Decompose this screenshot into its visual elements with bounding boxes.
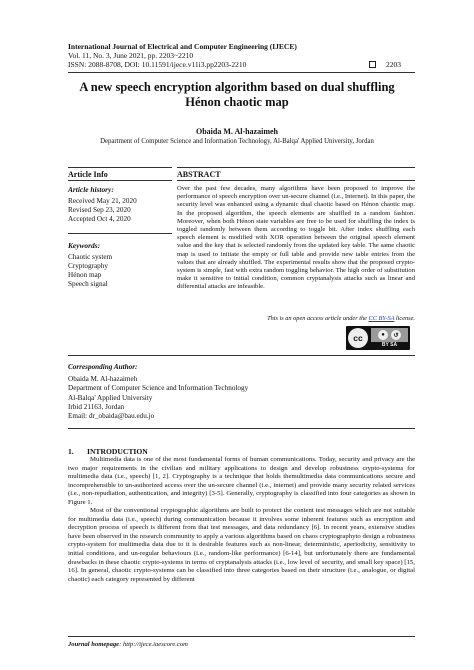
corr-name: Obaida M. Al-hazaimeh (68, 375, 138, 384)
corr-email: Email: dr_obaida@bau.edu.jo (68, 412, 155, 421)
corresponding-author (68, 363, 415, 421)
keywords-rule (68, 233, 172, 234)
header-rule (68, 72, 415, 73)
article-info-rule (68, 180, 172, 181)
title-line-1: A new speech encryption algorithm based on dual shuffling (79, 80, 395, 94)
corr-university: Al-Balqa' Applied University (68, 393, 153, 402)
open-access-text: This is an open access article under the (267, 315, 369, 322)
introduction-body (68, 456, 415, 584)
keyword-item: Chaotic system (68, 253, 113, 261)
homepage-label: Journal homepage (68, 641, 120, 648)
abstract-text: Over the past few decades, many algorithms have been proposed to improve the performance of speech encryption over un-secure channel (i.e., Internet). In this paper, the security level was enhanced using a dynamic dual chaotic based on Hénon chaotic map. In the proposed algorithm, the speech elements are shuffled in a random fashion. Moreover, when both Hénon state variables are free to be used for shuffling the index is toggled randomly between them according to toggle bit. After index shuffling each speech element is modified with XOR operation between the original speech element value and the key that is selected randomly from the updated key table. The same chaotic map is used to initiate the empty or full table and provide new table entries from the values that are already shuffled. The experimental results show that the proposed crypto-system is simple, fast with extra random toggling behavior. The high order of substitution make it sensitive to initial condition, common cryptanalysis attacks such as linear and differential attacks are infeasible. (177, 185, 415, 291)
keyword-item: Speech signal (68, 280, 108, 288)
abstract-rule (177, 180, 415, 181)
revised-date: Revised Sep 23, 2020 (68, 206, 131, 214)
author-name: Obaida M. Al-hazaimeh (195, 127, 278, 136)
page-number-area (369, 60, 401, 69)
page-number: 2203 (386, 60, 401, 69)
corresponding-rule (68, 428, 415, 429)
journal-homepage (68, 641, 188, 648)
footer-rule (68, 636, 415, 637)
paper-title (60, 80, 414, 110)
title-line-2: Hénon chaotic map (185, 95, 289, 109)
journal-header (68, 42, 418, 70)
creative-commons-badge[interactable] (346, 326, 410, 350)
person-icon: ● (378, 330, 388, 340)
keyword-item: Hénon map (68, 271, 102, 279)
author-affiliation: Department of Computer Science and Information Technology, Al-Balqa' Applied University, Jordan (100, 138, 374, 145)
issn-doi: ISSN: 2088-8708, DOI: 10.11591/ijece.v11i3.pp2203-2210 (68, 60, 247, 70)
license-icons (371, 328, 408, 342)
received-date: Received May 21, 2020 (68, 197, 137, 205)
square-icon (369, 61, 376, 68)
keywords-label: Keywords: (68, 241, 101, 250)
paragraph: Multimedia data is one of the most fundamental forms of human communications. Today, security and privacy are the two major requirements in the civilian and military applications to design and develop robustness crypto-systems for multimedia data (i.e., speech) [1, 2]. Cryptography is a technique that holds themultimedia data communications secure and incomprehensible to un-authorized access over the un-secure channel (i.e., internet) and provide many security related services (i.e., non-repudiation, authentication, and integrity) [3-5]. Generally, cryptography is classified into four categories as shown in Figure 1. (68, 456, 415, 506)
license-link[interactable]: CC BY-SA (368, 315, 395, 322)
article-history (68, 185, 172, 224)
license-suffix: license. (394, 315, 415, 322)
corresponding-label: Corresponding Author: (68, 363, 138, 371)
homepage-url[interactable]: : http://ijece.iaescore.com (119, 641, 188, 648)
keyword-item: Cryptography (68, 262, 108, 270)
article-info-top-rule (68, 167, 172, 168)
corr-address: Irbid 21163, Jordan (68, 402, 125, 411)
open-access-note (177, 315, 415, 322)
volume-info: Vol. 11, No. 3, June 2021, pp. 2203~2210 (68, 51, 194, 61)
history-label: Article history: (68, 185, 114, 194)
share-alike-icon: ↺ (391, 330, 401, 340)
journal-name: International Journal of Electrical and Computer Engineering (IJECE) (68, 42, 297, 51)
accepted-date: Accepted Oct 4, 2020 (68, 215, 131, 223)
abstract-heading: ABSTRACT (177, 170, 221, 179)
article-info-heading: Article Info (68, 170, 108, 179)
keywords-block (68, 241, 172, 289)
corr-department: Department of Computer Science and Information Technology (68, 384, 249, 393)
cc-icon: cc (348, 328, 368, 348)
paragraph: Most of the conventional cryptographic algorithms are built to protect the content test messages which are not suitable for multimedia data (i.e., speech) during communication because it involves some inherent features such as encryption and decryption process of speech is different from that test messages, and data redundancy [6]. In recent years, extensive studies have been observed in the research community to apply a various algorithms based on chaos cryptographyto design a robustness crypto-system for multimedia data due to it is desirable features such as non-linear, deterministic, aperiodicity, sensitivity to initial conditions, and un-regular behaviours (i.e., random-like performance) [6-14], but unfortunately there are fundamental drawbacks in these chaotic crypto-systems in terms of cryptanalysis attacks (i.e., low level of security, and small key space) [15, 16]. In general, chaotic crypto-systems can be classified into three categories based on their structure (i.e., analogue, or digital chaotic) each category represented by different (68, 507, 415, 583)
license-label: BY SA (381, 342, 398, 348)
abstract-top-rule (177, 167, 415, 168)
abstract-bottom-rule (68, 355, 415, 356)
section-heading: 1. INTRODUCTION (68, 447, 148, 456)
